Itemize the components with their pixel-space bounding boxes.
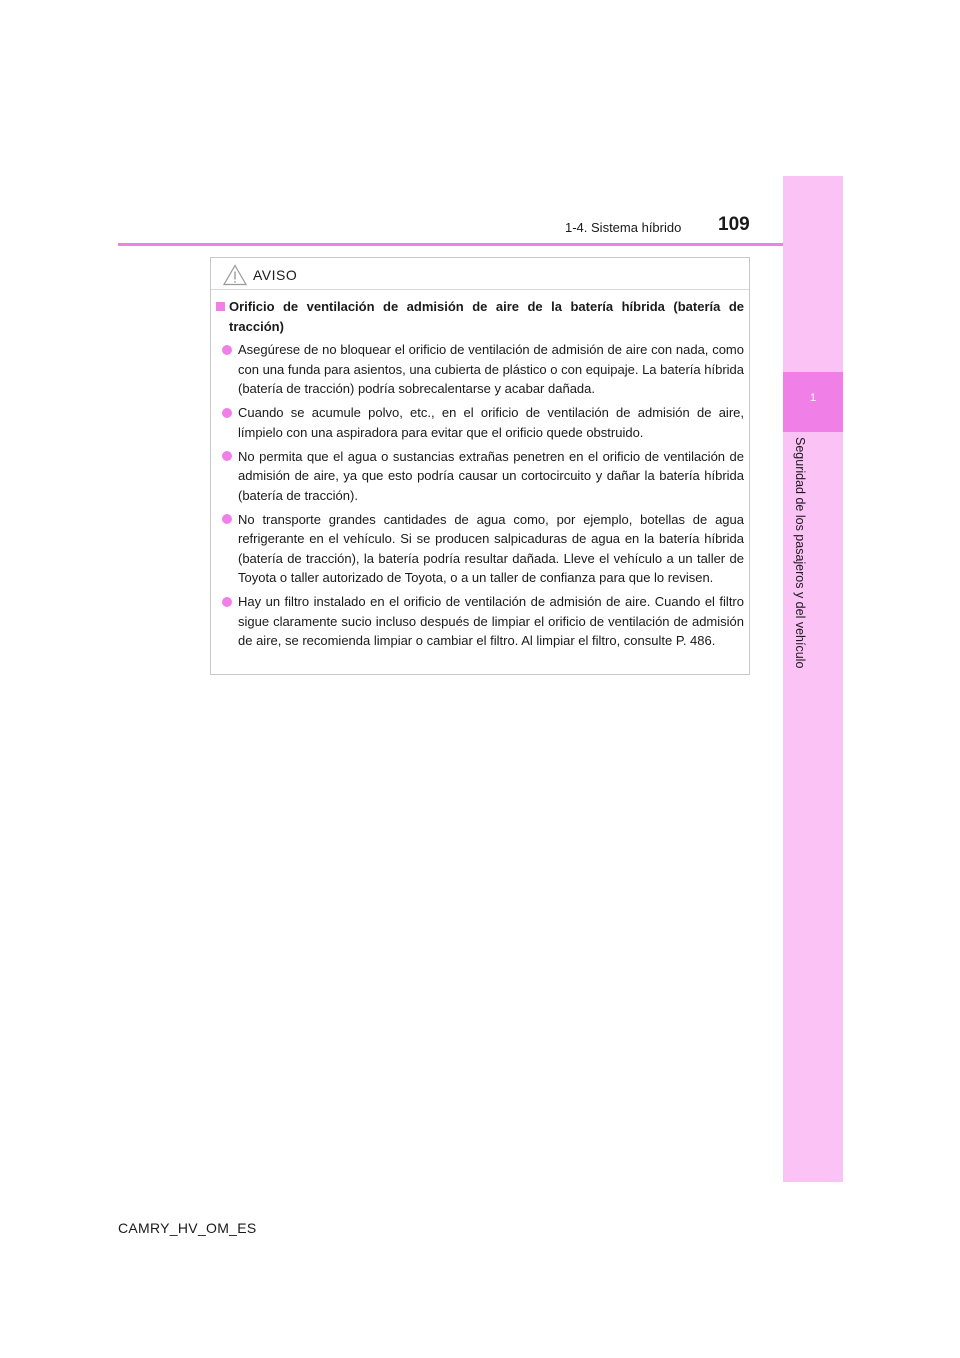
- warning-header-rule: [211, 289, 749, 290]
- chapter-label: Seguridad de los pasajeros y del vehículo: [793, 437, 807, 669]
- chapter-side-tab: [783, 176, 843, 1182]
- square-bullet-icon: [216, 302, 225, 311]
- list-item-text: No permita que el agua o sustancias extrañas penetren en el orificio de ventilación de admisión de aire, ya que esto podría causar un cortocircuito y dañar la batería híbrida (batería de tracción).: [238, 448, 744, 503]
- warning-header: [223, 261, 749, 289]
- bullet-dot-icon: [222, 514, 232, 524]
- list-item: [222, 592, 744, 651]
- list-item: [222, 510, 744, 588]
- bullet-dot-icon: [222, 408, 232, 418]
- chapter-number: 1: [809, 392, 817, 404]
- bullet-dot-icon: [222, 451, 232, 461]
- list-item: [222, 447, 744, 506]
- warning-heading: [216, 297, 744, 336]
- document-code: CAMRY_HV_OM_ES: [118, 1220, 257, 1236]
- list-item: [222, 403, 744, 442]
- warning-heading-text: Orificio de ventilación de admisión de aire de la batería híbrida (batería de tracción): [229, 299, 744, 334]
- list-item: [222, 340, 744, 399]
- list-item-text: Cuando se acumule polvo, etc., en el orificio de ventilación de admisión de aire, límpielo con una aspiradora para evitar que el orificio quede obstruido.: [238, 405, 744, 440]
- bullet-dot-icon: [222, 345, 232, 355]
- page-number: 109: [718, 214, 750, 235]
- header-rule: [118, 243, 783, 246]
- list-item-text: Asegúrese de no bloquear el orificio de ventilación de admisión de aire con nada, como con una funda para asientos, una cubierta de plástico o con equipaje. La batería híbrida (batería de tracción) podría sobrecalentarse y acabar dañada.: [238, 342, 744, 396]
- warning-title: AVISO: [253, 267, 298, 283]
- warning-content: [216, 297, 744, 655]
- list-item-text: Hay un filtro instalado en el orificio de ventilación de admisión de aire. Cuando el filtro sigue claramente sucio incluso después de limpiar el orificio de ventilación de admisión de aire, se recomienda limpiar o cambiar el filtro. Al limpiar el filtro, consulte P. 486.: [238, 594, 744, 648]
- chapter-label-container: [789, 437, 811, 677]
- list-item-text: No transporte grandes cantidades de agua como, por ejemplo, botellas de agua refrigerante en el vehículo. Si se producen salpicaduras de agua en la batería híbrida (batería de tracción), la batería podría resultar dañada. Lleve el vehículo a un taller de Toyota o taller autorizado de Toyota, o a un taller de confianza para que lo revisen.: [238, 511, 744, 585]
- bullet-dot-icon: [222, 597, 232, 607]
- section-title: 1-4. Sistema híbrido: [565, 220, 682, 235]
- warning-triangle-icon: [223, 264, 247, 286]
